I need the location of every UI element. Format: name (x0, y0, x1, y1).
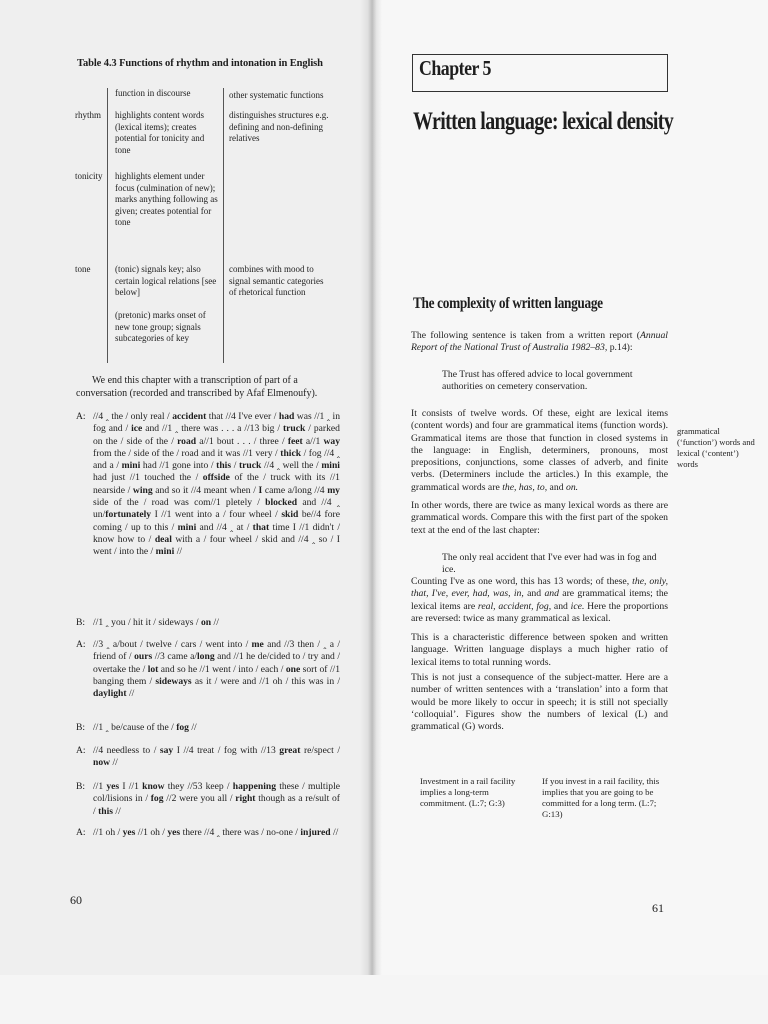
dialog-turn (76, 722, 340, 734)
dialog-turn (76, 781, 340, 818)
dialog-turn (76, 411, 340, 559)
dialog-text: //1 ‸ you / hit it / sideways / on // (93, 617, 219, 628)
dialog-text: //4 ‸ the / only real / accident that //4 I've ever / had was //1 ‸ in fog and / ice and //1 ‸ there was . . . a //13 big / truck / parked on the / side of the / road a//1 bout . . . / three / feet a//1 way from the / side of the / road and it was //1 very / thick / fog //4 ‸ and a / mini had //1 gone into / this / truck //4 ‸ well the / mini had just //1 touched the / offside of the / truck with its //1 nearside / wing and so it //4 meant when / I came a/long //4 my side of the / road was com//1 pletely / blocked and //4 ‸ un/fortunately I //1 went into a / four wheel / skid be//4 fore coming / up to this / mini and //4 ‸ at / that time I //1 didn't / know how to / deal with a / four wheel / skid and //4 ‸ so / I went / into the / mini // (93, 411, 341, 558)
table-row-label: tonicity (75, 171, 103, 181)
dialog-text: //1 yes I //1 know they //53 keep / happening these / multiple col/lisions in / fog //2 were you all / right though as a re/sult of / this // (93, 781, 340, 817)
table-cell: combines with mood to signal semantic categories of rhetorical function (229, 264, 324, 297)
body-paragraph: Counting I've as one word, this has 13 words; of these, the, only, that, I've, ever, had, was, in, and and are grammatical items; the lexical items are real, accident, fog, and ice. Here the proportions are reversed: twice as many grammatical as lexical. (411, 576, 668, 624)
speaker-label: A: (76, 639, 86, 650)
page-number-left: 60 (70, 893, 82, 907)
body-paragraph: This is a characteristic difference between spoken and written language. Written language displays a much higher ratio of lexical items to total running words. (411, 632, 668, 668)
body-paragraph: It consists of twelve words. Of these, eight are lexical items (content words) and four are grammatical items (function words). Grammatical items are those that function in closed systems in the language: in English, determiners, pronouns, most prepositions, conjunctions, some classes of adverb, and finite verbs. (Determiners include the articles.) In this example, the grammatical words are the, has, to, and on. (411, 408, 668, 493)
block-quote (428, 552, 668, 577)
speaker-label: A: (76, 745, 86, 756)
table-row-label: rhythm (75, 110, 101, 120)
table-row-label: tone (75, 264, 91, 274)
body-paragraph: In other words, there are twice as many lexical words as there are grammatical words. Compare this with the first part of the spoken text at the end of the last chapter: (411, 500, 668, 536)
body-paragraph: The following sentence is taken from a written report (Annual Report of the National Trust of Australia 1982–83, p.14): (411, 330, 668, 354)
page-number-right: 61 (652, 901, 664, 915)
dialog-turn (76, 617, 340, 629)
dialog-turn (76, 639, 340, 700)
body-paragraph: This is not just a consequence of the subject-matter. Here are a number of written sentences with a ‘translation’ into a form that would be more likely to occur in speech; it is still not specially ‘colloquial’. Figures show the numbers of lexical (L) and grammatical (G) words. (411, 672, 668, 733)
section-title: The complexity of written language (413, 295, 603, 312)
dialog-text: //3 ‸ a/bout / twelve / cars / went into / me and //3 then / ‸ a / friend of / ours //3 came a/long and //1 he de/cided to / try and / overtake the / lot and so he //1 went / into / each / one sort of //1 banging them / sideways as it / were and //1 oh / this was in / daylight // (93, 639, 341, 700)
table-divider (223, 88, 224, 363)
dialog-text: //1 oh / yes //1 oh / yes there //4 ‸ there was / no-one / injured // (93, 827, 339, 838)
speaker-label: B: (76, 617, 86, 628)
margin-note: grammatical (‘function’) words and lexical (‘content’) words (677, 426, 755, 469)
chapter-title: Written language: lexical density (413, 108, 674, 135)
speaker-label: B: (76, 781, 86, 792)
table-title: Table 4.3 Functions of rhythm and intonation in English (77, 58, 323, 69)
speaker-label: A: (76, 411, 86, 422)
table-cell: highlights content words (lexical items); creates potential for tonicity and tone (115, 110, 205, 155)
table-cell: (pretonic) marks onset of new tone group; signals subcategories of key (115, 310, 206, 343)
table-cell: highlights element under focus (culmination of new); marks anything following as given; creates potential for tone (115, 171, 218, 227)
book-gutter (360, 0, 382, 975)
table-header: other systematic functions (229, 90, 324, 100)
example-spoken: If you invest in a rail facility, this implies that you are going to be committed for a long term. (L:7; G:13) (542, 776, 660, 819)
quote-text: The only real accident that I've ever had was in fog and ice. (442, 552, 657, 576)
scan-bottom-margin (0, 975, 768, 1024)
table-cell: distinguishes structures e.g. defining and non-defining relatives (229, 110, 329, 143)
quote-text: The Trust has offered advice to local government authorities on cemetery conservation. (442, 369, 633, 393)
example-written: Investment in a rail facility implies a long-term commitment. (L:7; G:3) (420, 776, 516, 808)
intro-paragraph: We end this chapter with a transcription of part of a conversation (recorded and transcribed by Afaf Elmenoufy). (76, 375, 318, 399)
speaker-label: A: (76, 827, 86, 838)
dialog-text: //4 needless to / say I //4 treat / fog with //13 great re/spect / now // (93, 745, 340, 769)
chapter-label: Chapter 5 (419, 56, 491, 80)
dialog-turn (76, 827, 340, 839)
block-quote (428, 369, 668, 394)
speaker-label: B: (76, 722, 86, 733)
dialog-turn (76, 745, 340, 770)
table-divider (107, 88, 108, 363)
dialog-text: //1 ‸ be/cause of the / fog // (93, 722, 197, 733)
table-cell: (tonic) signals key; also certain logical relations [see below] (115, 264, 217, 297)
table-header: function in discourse (115, 88, 191, 98)
